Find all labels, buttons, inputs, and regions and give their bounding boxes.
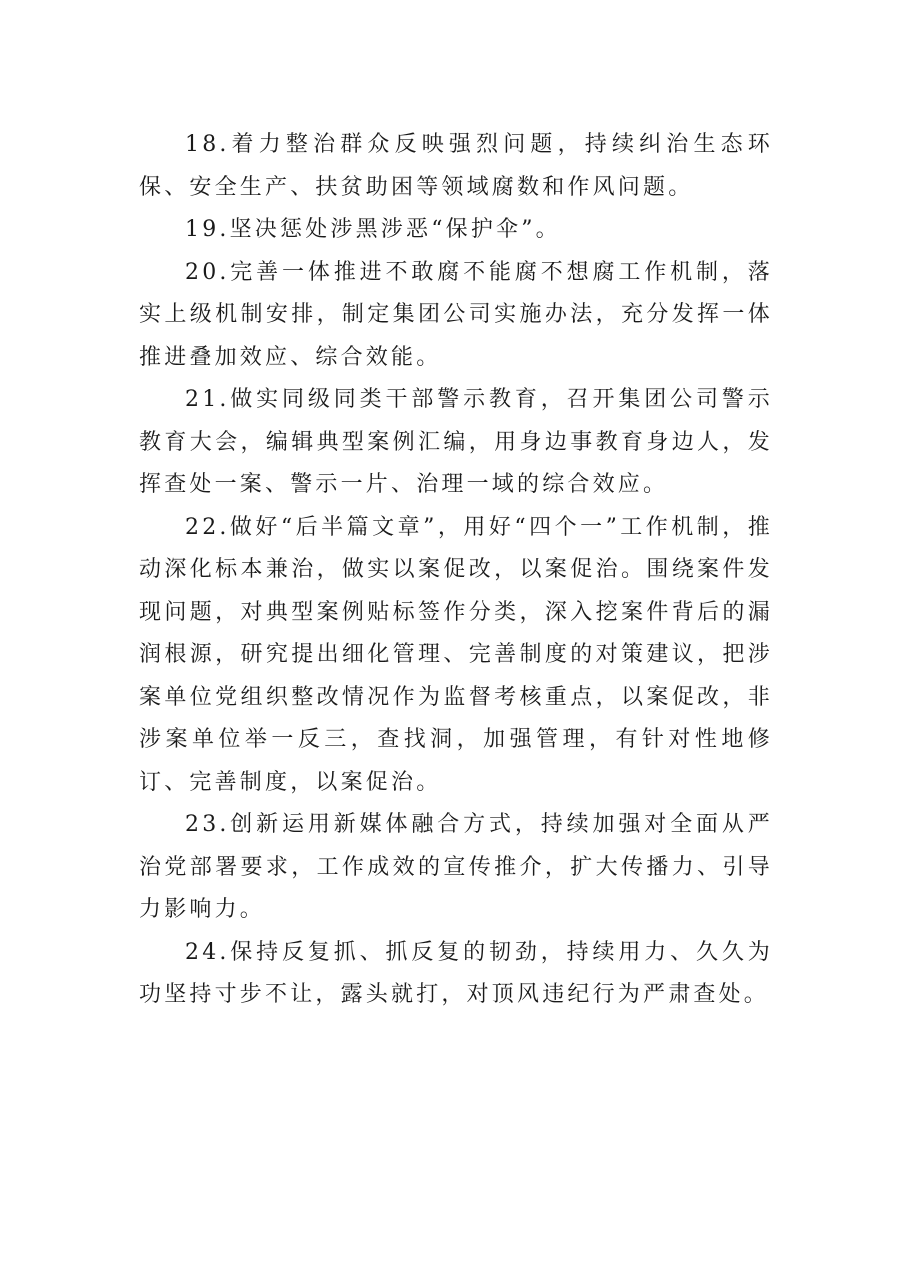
document-body	[139, 124, 773, 1017]
paragraph-19: 19.坚决惩处涉黑涉恶“保护伞”。	[185, 217, 561, 242]
paragraph-24: 24.保持反复抓、抓反复的韧劲，持续用力、久久为功坚持寸步不让，露头就打，对顶风违纪行为严肃查处。	[139, 939, 773, 1007]
paragraph-20: 20.完善一体推进不敢腐不能腐不想腐工作机制，落实上级机制安排，制定集团公司实施办法，充分发挥一体推进叠加效应、综合效能。	[139, 259, 773, 370]
paragraph-22: 22.做好“后半篇文章”，用好“四个一”工作机制，推动深化标本兼治，做实以案促改，以案促治。围绕案件发现问题，对典型案例贴标签作分类，深入挖案件背后的漏润根源，研究提出细化管理、完善制度的对策建议，把涉案单位党组织整改情况作为监督考核重点，以案促改，非涉案单位举一反三，查找洞，加强管理，有针对性地修订、完善制度，以案促治。	[139, 514, 773, 795]
paragraph-21: 21.做实同级同类干部警示教育，召开集团公司警示教育大会，编辑典型案例汇编，用身边事教育身边人，发挥查处一案、警示一片、治理一域的综合效应。	[139, 387, 773, 497]
paragraph-23: 23.创新运用新媒体融合方式，持续加强对全面从严治党部署要求，工作成效的宣传推介，扩大传播力、引导力影响力。	[139, 812, 773, 922]
paragraph-18: 18.着力整治群众反映强烈问题，持续纠治生态环保、安全生产、扶贫助困等领域腐数和作风问题。	[139, 132, 773, 200]
